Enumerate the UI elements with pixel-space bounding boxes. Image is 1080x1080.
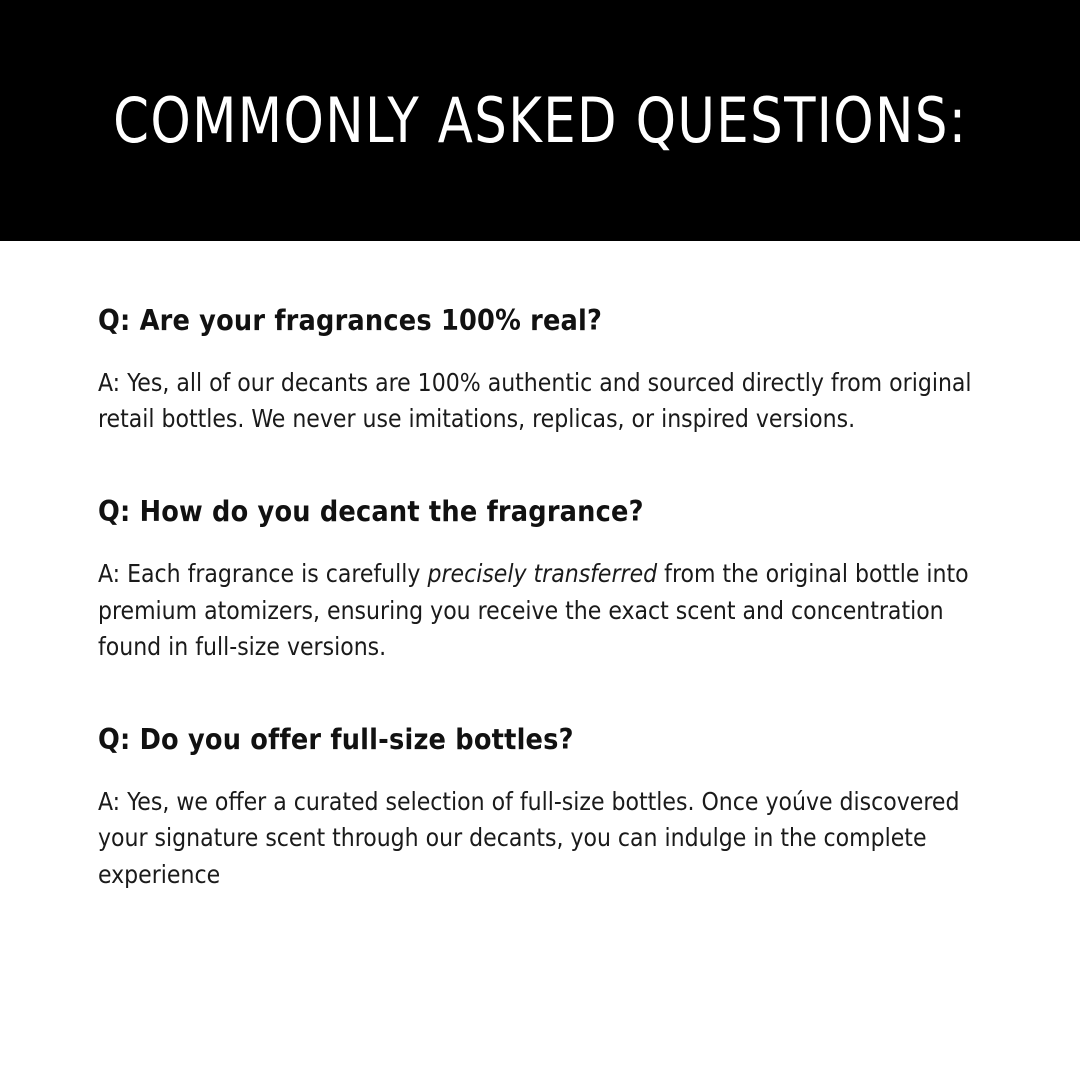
faq-answer (98, 556, 1004, 666)
header-banner (0, 0, 1080, 241)
faq-answer-text-cont: from the original bottle into premium atomizers, ensuring you receive the exact scent and concentration found in full-size versions. (98, 558, 969, 662)
faq-answer-emphasis: precisely transferred (427, 558, 658, 588)
faq-list (0, 241, 1080, 894)
faq-answer (98, 784, 1004, 894)
faq-answer-text: A: Yes, we offer a curated selection of full-size bottles. Once yoúve discovered your signature scent through our decants, you can indulge in the complete experience (98, 786, 960, 890)
faq-question: Q: How do you decant the fragrance? (98, 495, 644, 529)
faq-item (98, 494, 1004, 666)
page-title: COMMONLY ASKED QUESTIONS: (112, 83, 968, 157)
faq-question: Q: Do you offer full-size bottles? (98, 723, 574, 756)
faq-answer-text: A: Yes, all of our decants are 100% authentic and sourced directly from original retail bottles. We never use imitations, replicas, or inspired versions. (98, 367, 972, 434)
faq-answer (98, 365, 1004, 439)
faq-item (98, 722, 1004, 894)
faq-answer-text: A: Each fragrance is carefully (98, 558, 428, 588)
faq-item (98, 303, 1004, 438)
faq-question: Q: Are your fragrances 100% real? (98, 304, 603, 337)
